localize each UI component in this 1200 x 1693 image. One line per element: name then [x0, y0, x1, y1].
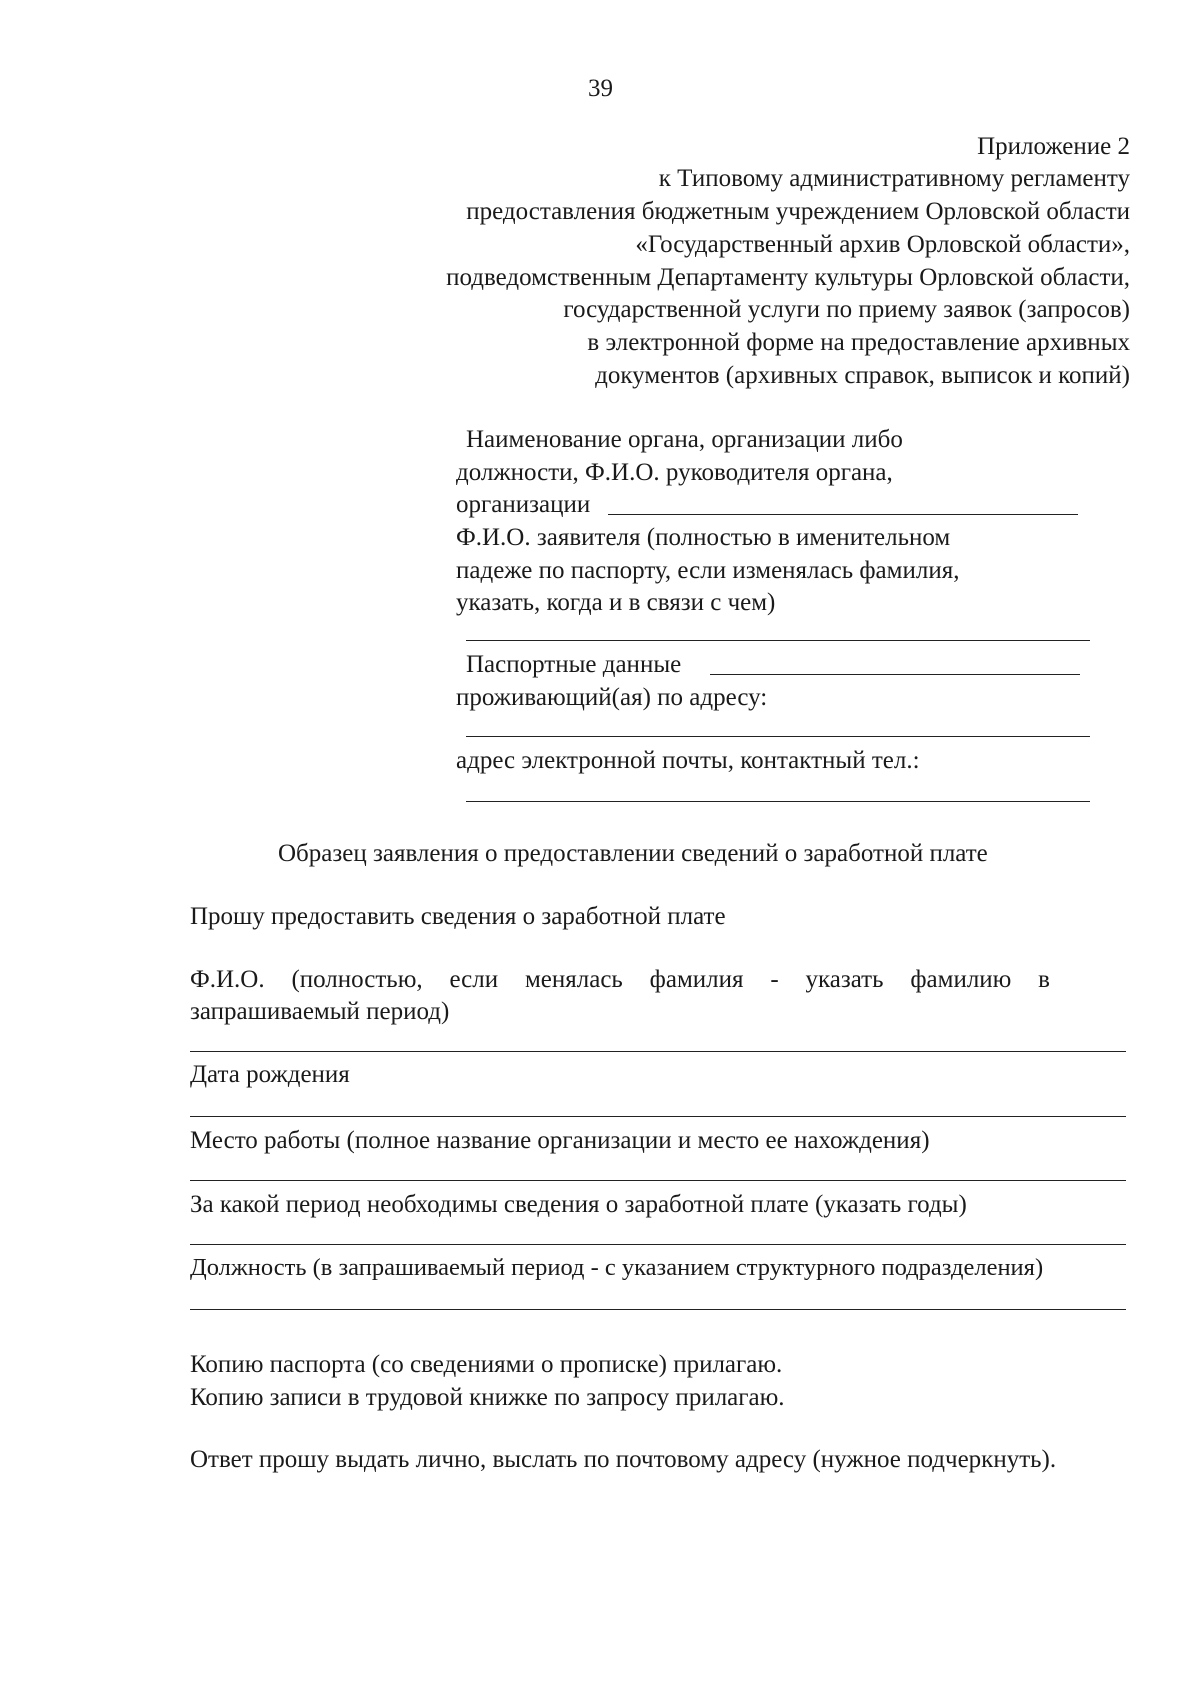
- passport-label: Паспортные данные: [466, 651, 682, 678]
- appendix-line-3: предоставления бюджетным учреждением Орловской области: [466, 198, 1130, 225]
- period-label: За какой период необходимы сведения о заработной плате (указать годы): [190, 1191, 967, 1218]
- appendix-line-4: «Государственный архив Орловской области»,: [635, 231, 1130, 258]
- form-title: Образец заявления о предоставлении сведений о заработной плате: [278, 840, 988, 867]
- appendix-line-6: государственной услуги по приему заявок (запросов): [563, 296, 1130, 323]
- position-label: Должность (в запрашиваемый период - с указанием структурного подразделения): [190, 1254, 1044, 1281]
- applicant-line-1: Ф.И.О. заявителя (полностью в именительном: [456, 524, 951, 551]
- page-number: 39: [588, 75, 613, 102]
- workplace-fill-line[interactable]: [190, 1180, 1126, 1181]
- period-fill-line[interactable]: [190, 1244, 1126, 1245]
- applicant-fill-line[interactable]: [466, 640, 1090, 641]
- response-method: Ответ прошу выдать лично, выслать по почтовому адресу (нужное подчеркнуть).: [190, 1446, 1057, 1473]
- appendix-line-1: Приложение 2: [977, 133, 1130, 160]
- attachment-passport: Копию паспорта (со сведениями о прописке) прилагаю.: [190, 1351, 783, 1378]
- addressee-org-line-3: организации: [456, 491, 591, 518]
- applicant-line-3: указать, когда и в связи с чем): [456, 589, 776, 616]
- addressee-org-line-1: Наименование органа, организации либо: [466, 426, 903, 453]
- contact-fill-line[interactable]: [466, 801, 1090, 802]
- org-fill-line[interactable]: [608, 514, 1078, 515]
- fio-fill-line[interactable]: [190, 1051, 1126, 1052]
- addressee-org-line-2: должности, Ф.И.О. руководителя органа,: [456, 459, 893, 486]
- appendix-line-2: к Типовому административному регламенту: [658, 165, 1130, 192]
- request-text: Прошу предоставить сведения о заработной плате: [190, 903, 726, 930]
- birth-date-fill-line[interactable]: [190, 1116, 1126, 1117]
- fio-label-line-1: Ф.И.О. (полностью, если менялась фамилия - указать фамилию в: [190, 966, 1050, 993]
- appendix-line-5: подведомственным Департаменту культуры Орловской области,: [446, 264, 1130, 291]
- birth-date-label: Дата рождения: [190, 1061, 350, 1088]
- appendix-line-7: в электронной форме на предоставление архивных: [587, 329, 1130, 356]
- contact-label: адрес электронной почты, контактный тел.:: [456, 747, 920, 774]
- residence-label: проживающий(ая) по адресу:: [456, 684, 768, 711]
- attachment-workbook: Копию записи в трудовой книжке по запросу прилагаю.: [190, 1384, 785, 1411]
- position-fill-line[interactable]: [190, 1309, 1126, 1310]
- residence-fill-line[interactable]: [466, 736, 1090, 737]
- passport-fill-line[interactable]: [710, 674, 1080, 675]
- applicant-line-2: падеже по паспорту, если изменялась фамилия,: [456, 557, 960, 584]
- fio-label-line-2: запрашиваемый период): [190, 998, 450, 1025]
- workplace-label: Место работы (полное название организации и место ее нахождения): [190, 1127, 930, 1154]
- appendix-line-8: документов (архивных справок, выписок и копий): [595, 362, 1130, 389]
